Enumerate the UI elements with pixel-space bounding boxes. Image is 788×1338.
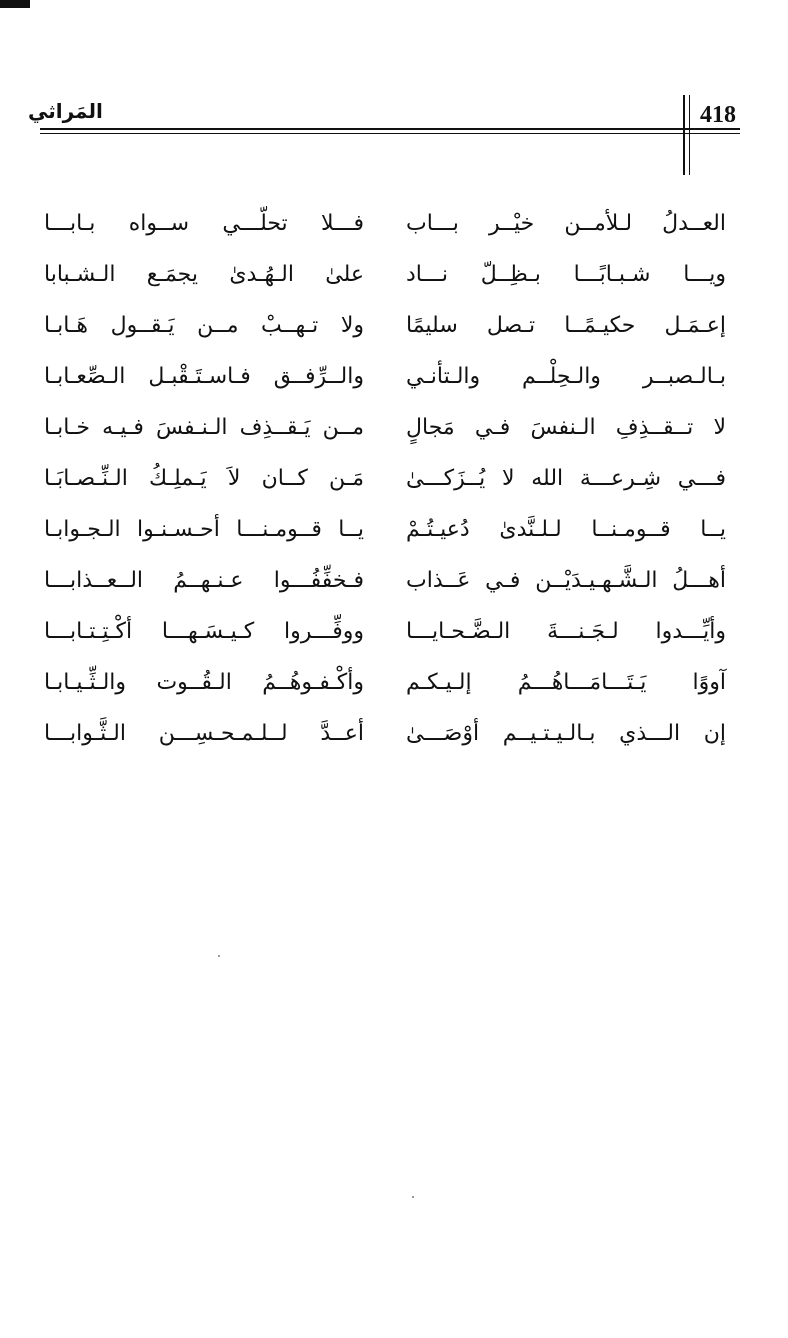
verse-second-hemistich: وأكْـفـوهُــمُ الـقُــوت والـثِّـيـابـا — [44, 670, 364, 695]
verse-second-hemistich: مــن يَـقــذِف الـنـفسَ فـيـه خـابـا — [44, 415, 364, 440]
verse — [40, 657, 740, 708]
page-number: 418 — [700, 102, 736, 128]
verse-first-hemistich: آووًا يَـتَـــامَـــاهُـــمُ إلـيـكـم — [406, 670, 726, 695]
verse-first-hemistich: ويـــا شـبـابًـــا بـظِــلّ نـــاد — [406, 262, 726, 287]
paper-speck — [218, 955, 220, 957]
corner-ink-mark — [0, 0, 30, 8]
verse-first-hemistich: أهـــلُ الـشَّـهـيـدَيْــن فـي عَــذاب — [406, 568, 726, 593]
verse — [40, 351, 740, 402]
verse-second-hemistich: ووفِّـــروا كـيـسَـهـــا أكْـتِـتـابـــا — [44, 619, 364, 644]
verse-first-hemistich: إعـمَـل حكيـمًــا تـصل سليمًا — [406, 313, 726, 338]
verse — [40, 504, 740, 555]
verse-first-hemistich: لا تــقــذِفِ الـنفسَ فـي مَجالٍ — [406, 415, 726, 440]
header-vertical-rule-thin — [689, 95, 690, 175]
verse-second-hemistich: علىٰ الـهُـدىٰ يجمَـع الـشـبابا — [44, 262, 364, 287]
verse — [40, 606, 740, 657]
paper-speck — [412, 1196, 414, 1198]
header-vertical-rule — [683, 95, 685, 175]
verse-first-hemistich: إن الـــذي بـالـيـتـيــم أوْصَـــىٰ — [406, 721, 726, 746]
verse — [40, 708, 740, 759]
verse-first-hemistich: العــدلُ لـلأمــن خيْــر بـــاب — [406, 211, 726, 236]
verse-first-hemistich: فـــي شِـرعـــة الله لا يُــزَكـــىٰ — [406, 466, 726, 491]
header-rule-thin — [40, 133, 740, 134]
poem — [40, 198, 740, 759]
verse — [40, 453, 740, 504]
verse-second-hemistich: والــرِّفــق فـاسـتَـقْبـل الـصِّعـابـا — [44, 364, 364, 389]
verse-second-hemistich: ولا تـهــبْ مــن يَـقــول هَـابـا — [44, 313, 364, 338]
verse — [40, 249, 740, 300]
verse-second-hemistich: فـــلا تحلّـــي ســواه بـابـــا — [44, 211, 364, 236]
verse-second-hemistich: فـخفِّفُـــوا عـنـهــمُ الــعــذابـــا — [44, 568, 364, 593]
running-head: المَراثي — [28, 99, 103, 123]
header-rule — [40, 128, 740, 130]
verse-second-hemistich: يــا قــومـنـــا أحـسـنـوا الـجـوابـا — [44, 517, 364, 542]
verse-first-hemistich: بـالـصبــر والـحِلْــم والـتأنـي — [406, 364, 726, 389]
verse-second-hemistich: مَـن كــان لاَ يَـملِـكُ الـنِّـصـابَـا — [44, 466, 364, 491]
verse-first-hemistich: يــا قــومـنــا لـلـنَّدىٰ دُعيـتُـمْ — [406, 517, 726, 542]
verse-first-hemistich: وأيِّـــدوا لـجَـنـــةَ الـضَّـحـايـــا — [406, 619, 726, 644]
verse — [40, 300, 740, 351]
verse — [40, 198, 740, 249]
verse-second-hemistich: أعــدَّ لــلـمـحـسِـــن الـثَّـوابـــا — [44, 721, 364, 746]
verse — [40, 555, 740, 606]
verse — [40, 402, 740, 453]
